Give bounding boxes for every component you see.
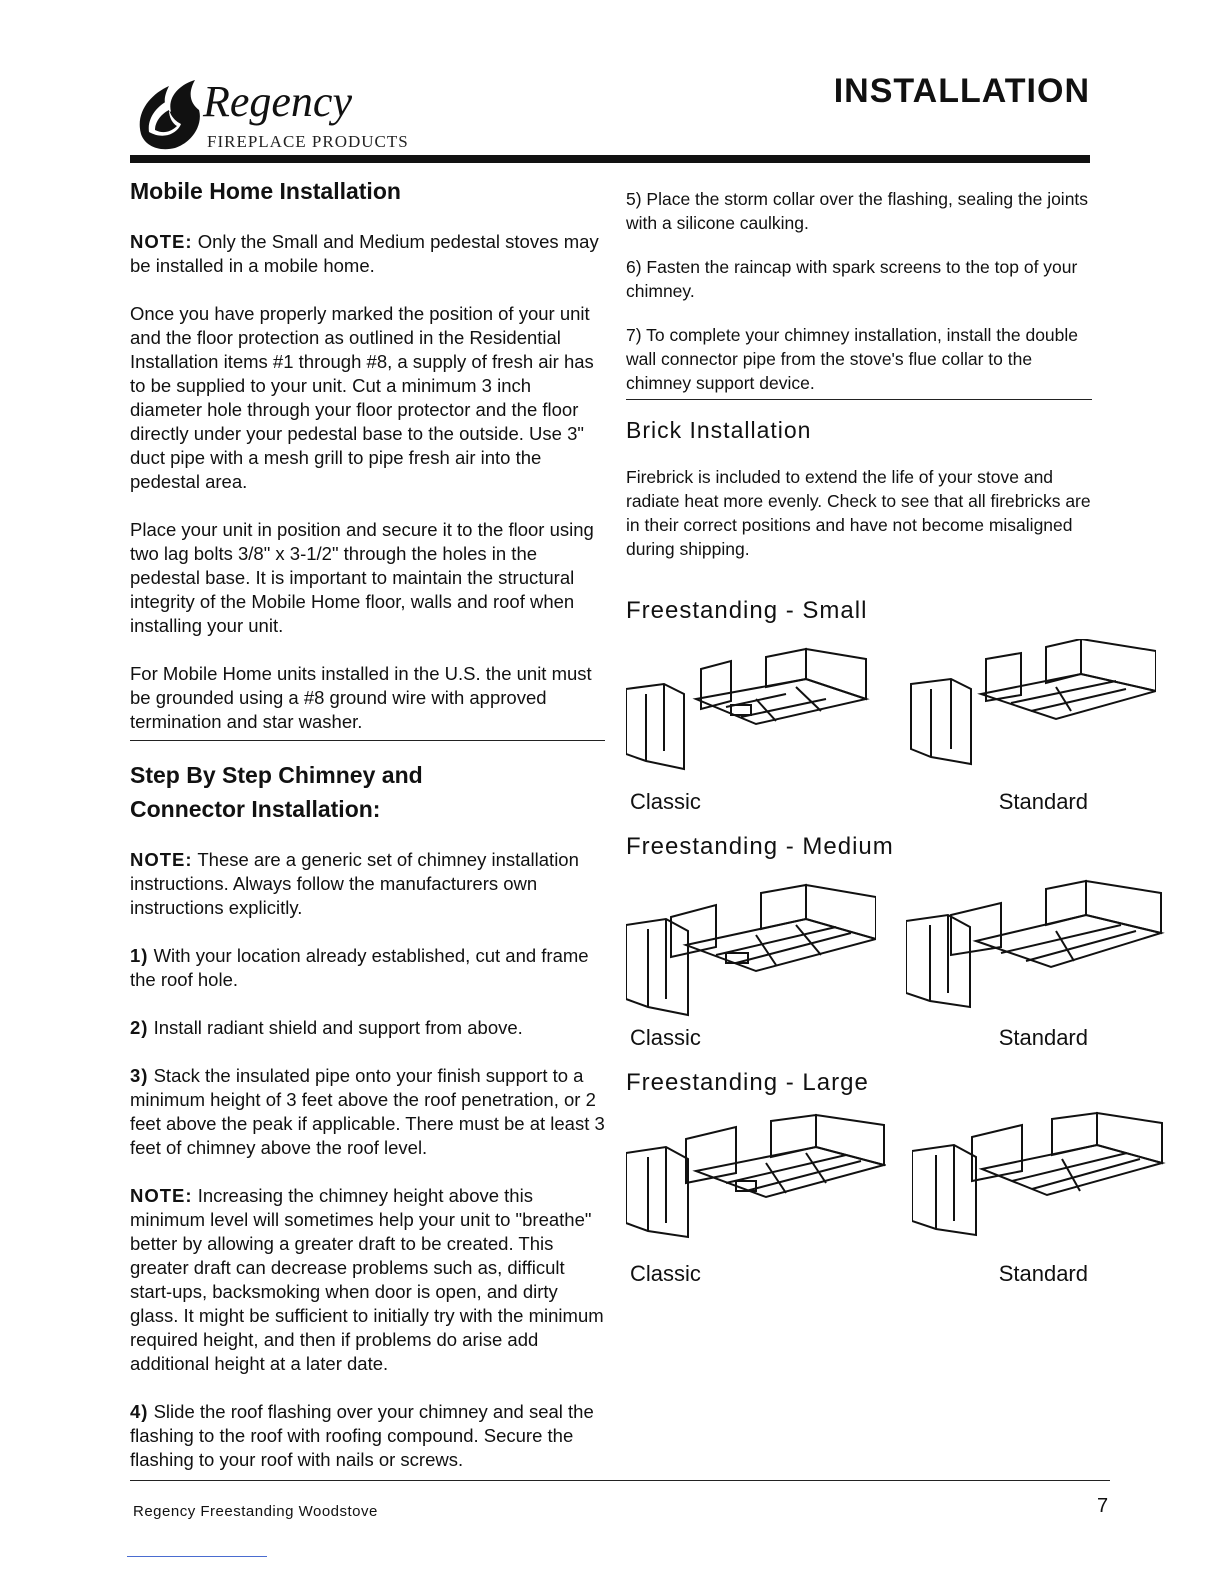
freestanding-small-captions [626,789,1092,815]
step-text: Place the storm collar over the flashing, sealing the joints with a silicone caulking. [626,189,1089,233]
page-title: INSTALLATION [833,72,1090,110]
note-text: Only the Small and Medium pedestal stoves may be installed in a mobile home. [130,231,599,277]
note-text: Increasing the chimney height above this minimum level will sometimes help your unit to "breathe" better by allowing a greater draft to be created. This greater draft can decrease problems such as, difficult start-ups, backsmoking when door is open, and dirty glass. It might be sufficient to initially try with the minimum required height, and then if problems do arise add additional height at a later date. [130,1185,604,1375]
freestanding-large-heading: Freestanding - Large [626,1069,869,1097]
footer-title: Regency Freestanding Woodstove [133,1503,378,1520]
step-number: 1) [130,945,149,967]
caption-classic: Classic [630,1025,701,1051]
chimney-heading [130,759,605,826]
right-column [626,187,1092,1305]
step-6 [626,255,1092,303]
brand-name: Regency [203,77,352,126]
brand-subtitle: FIREPLACE PRODUCTS [207,132,409,151]
chimney-note [130,848,605,920]
caption-classic: Classic [630,789,701,815]
step-2 [130,1016,605,1040]
page-number: 7 [1097,1495,1109,1517]
mobile-paragraph-2: Place your unit in position and secure it to the floor using two lag bolts 3/8" x 3-1/2" through the holes in the pedestal base. It is important to maintain the structural integrity of the Mobile Home floor, walls and roof when installing your unit. [130,519,594,637]
step-5 [626,187,1092,235]
step-number: 6) [626,257,642,277]
step-text: Stack the insulated pipe onto your finish support to a minimum height of 3 feet above the roof penetration, or 2 feet above the peak if applicable. There must be at least 3 feet of chimney above the roof level. [130,1065,605,1159]
mobile-paragraph-1: Once you have properly marked the position of your unit and the floor protection as outlined in the Residential Installation items #1 through #8, a supply of fresh air has to be supplied to your unit. Cut a minimum 3 inch diameter hole through your floor protector and the floor directly under your pedestal base to the outside. Use 3" duct pipe with a mesh grill to pipe fresh air into the pedestal area. [130,303,594,493]
freestanding-medium-figures [626,875,1092,1025]
scan-artifact-line [127,1556,267,1557]
step-text: To complete your chimney installation, install the double wall connector pipe from the stove's flue collar to the chimney support device. [626,325,1079,393]
chimney-height-note [130,1184,605,1376]
freestanding-small-figures [626,639,1092,789]
firebrick-standard-diagram [906,875,1166,1025]
step-number: 4) [130,1401,149,1423]
note-label: NOTE: [130,231,193,253]
firebrick-standard-diagram [912,1111,1172,1261]
note-text: These are a generic set of chimney installation instructions. Always follow the manufacturers own instructions explicitly. [130,849,579,919]
step-number: 2) [130,1017,149,1039]
brick-heading: Brick Installation [626,417,812,443]
step-4 [130,1400,605,1472]
caption-classic: Classic [630,1261,701,1287]
brand-logo [133,72,433,160]
mobile-home-heading: Mobile Home Installation [130,178,401,204]
mobile-paragraph-3: For Mobile Home units installed in the U.S. the unit must be grounded using a #8 ground wire with approved termination and star washer. [130,663,592,733]
header-divider [130,155,1090,163]
firebrick-classic-diagram [626,1111,886,1261]
caption-standard: Standard [998,1261,1088,1287]
chimney-heading-line-2: Connector Installation: [130,795,381,822]
step-1 [130,944,605,992]
footer-divider [130,1480,1110,1481]
step-number: 3) [130,1065,149,1087]
caption-standard: Standard [998,789,1088,815]
note-label: NOTE: [130,1185,193,1207]
step-text: Fasten the raincap with spark screens to the top of your chimney. [626,257,1078,301]
freestanding-large-captions [626,1261,1092,1287]
section-divider [130,740,605,741]
freestanding-medium-captions [626,1025,1092,1051]
brick-paragraph: Firebrick is included to extend the life of your stove and radiate heat more evenly. Check to see that all firebricks are in their correct positions and have not become misaligned during shipping. [626,467,1091,560]
firebrick-classic-diagram [626,875,876,1025]
chimney-heading-line-1: Step By Step Chimney and [130,762,423,789]
step-text: Install radiant shield and support from above. [148,1017,523,1039]
left-column [130,175,605,1496]
mobile-home-note [130,230,605,278]
section-divider [626,399,1092,400]
step-7 [626,323,1092,395]
step-3 [130,1064,605,1160]
step-text: With your location already established, cut and frame the roof hole. [130,945,589,991]
freestanding-medium-heading: Freestanding - Medium [626,833,894,861]
step-text: Slide the roof flashing over your chimney and seal the flashing to the roof with roofing compound. Secure the flashing to your roof with nails or screws. [130,1401,594,1471]
firebrick-classic-diagram [626,639,876,789]
note-label: NOTE: [130,849,193,871]
step-number: 5) [626,189,642,209]
step-number: 7) [626,325,642,345]
caption-standard: Standard [998,1025,1088,1051]
firebrick-standard-diagram [906,639,1156,789]
freestanding-large-figures [626,1111,1092,1261]
flame-logo-icon [133,72,211,158]
freestanding-small-heading: Freestanding - Small [626,597,868,625]
